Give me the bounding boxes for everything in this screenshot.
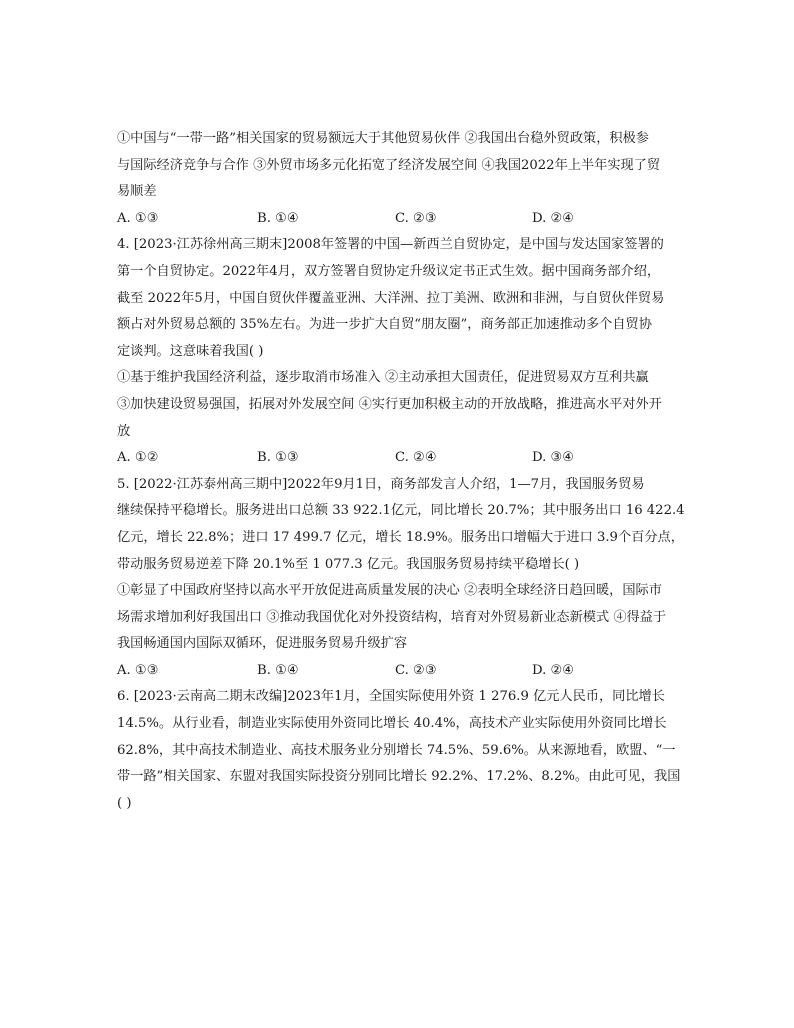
q4-option-a[interactable]: A. ①②: [117, 450, 159, 466]
q3-option-d[interactable]: D. ②④: [532, 210, 575, 226]
q4-stem-line: 第一个自贸协定。2022年4月，双方签署自贸协定升级议定书正式生效。据中国商务部介绍，: [117, 263, 661, 279]
q5-stem-line: 亿元，增长 22.8%；进口 17 499.7 亿元，增长 18.9%。服务出口增幅大于进口 3.9个百分点，: [117, 529, 684, 545]
q5-options: [117, 658, 680, 685]
q5-stem-line: 带动服务贸易逆差下降 20.1%至 1 077.3 亿元。我国服务贸易持续平稳增长( ): [117, 556, 580, 572]
q4-stem-line: 截至 2022年5月，中国自贸伙伴覆盖亚洲、大洋洲、拉丁美洲、欧洲和非洲，与自贸伙伴贸易: [117, 290, 665, 306]
q6-stem-line: 6. [2023·云南高二期末改编]2023年1月，全国实际使用外资 1 276.9 亿元人民币，同比增长: [117, 689, 665, 705]
q6-stem-line: 14.5%。从行业看，制造业实际使用外资同比增长 40.4%，高技术产业实际使用外资同比增长: [117, 716, 667, 732]
q5-stem-line: 继续保持平稳增长。服务进出口总额 33 922.1亿元，同比增长 20.7%；其中服务出口 16 422.4: [117, 503, 685, 519]
q3-statement-line: 与国际经济竞争与合作 ③外贸市场多元化拓宽了经济发展空间 ④我国2022年上半年实现了贸: [117, 157, 661, 173]
q4-stem-line: 4. [2023·江苏徐州高三期末]2008年签署的中国—新西兰自贸协定，是中国与发达国家签署的: [117, 237, 664, 253]
q6-stem-line: 带一路”相关国家、东盟对我国实际投资分别同比增长 92.2%、17.2%、8.2%。由此可见，我国: [117, 769, 681, 785]
q4-stem: [117, 232, 680, 365]
q4-statements: [117, 365, 680, 445]
q5-option-c[interactable]: C. ②③: [395, 662, 437, 678]
q5-stem: [117, 472, 685, 578]
q4-options: [117, 445, 680, 472]
q5-stem-line: 5. [2022·江苏泰州高三期中]2022年9月1日，商务部发言人介绍，1—7月，我国服务贸易: [117, 476, 645, 492]
q4-statement-line: 放: [117, 423, 131, 439]
q4-option-b[interactable]: B. ①③: [257, 450, 299, 466]
q5-option-a[interactable]: A. ①③: [117, 662, 159, 678]
q6-stem: [117, 684, 680, 817]
q4-statement-line: ③加快建设贸易强国，拓展对外发展空间 ④实行更加积极主动的开放战略，推进高水平对外开: [117, 396, 662, 412]
q5-option-b[interactable]: B. ①④: [257, 662, 299, 678]
q4-stem-line: 定谈判。这意味着我国( ): [117, 343, 264, 359]
q3-option-c[interactable]: C. ②③: [395, 210, 437, 226]
q3-option-a[interactable]: A. ①③: [117, 210, 159, 226]
q5-statement-line: 场需求增加利好我国出口 ③推动我国优化对外投资结构，培育对外贸易新业态新模式 ④得益于: [117, 609, 667, 625]
q3-statement-line: ①中国与“一带一路”相关国家的贸易额远大于其他贸易伙伴 ②我国出台稳外贸政策，积极参: [117, 131, 649, 146]
q5-statements: [117, 578, 680, 658]
q5-statement-line: 我国畅通国内国际双循环，促进服务贸易升级扩容: [117, 636, 408, 652]
q4-option-c[interactable]: C. ②④: [395, 450, 437, 466]
q5-option-d[interactable]: D. ②④: [532, 662, 575, 678]
document-page: [117, 126, 685, 817]
q4-statement-line: ①基于维护我国经济利益，逐步取消市场准入 ②主动承担大国责任，促进贸易双方互利共赢: [117, 370, 649, 386]
q6-stem-line: ( ): [117, 795, 132, 811]
q4-stem-line: 额占对外贸易总额的 35%左右。为进一步扩大自贸“朋友圈”，商务部正加速推动多个自贸协: [117, 317, 652, 333]
q3-statement-line: 易顺差: [117, 184, 157, 200]
q5-statement-line: ①彰显了中国政府坚持以高水平开放促进高质量发展的决心 ②表明全球经济日趋回暖，国际市: [117, 583, 662, 599]
q3-option-b[interactable]: B. ①④: [257, 210, 299, 226]
q4-option-d[interactable]: D. ③④: [532, 450, 575, 466]
q3-options: [117, 206, 680, 233]
q3-statements: [117, 126, 680, 206]
q6-stem-line: 62.8%，其中高技术制造业、高技术服务业分别增长 74.5%、59.6%。从来源地看，欧盟、“一: [117, 742, 676, 758]
